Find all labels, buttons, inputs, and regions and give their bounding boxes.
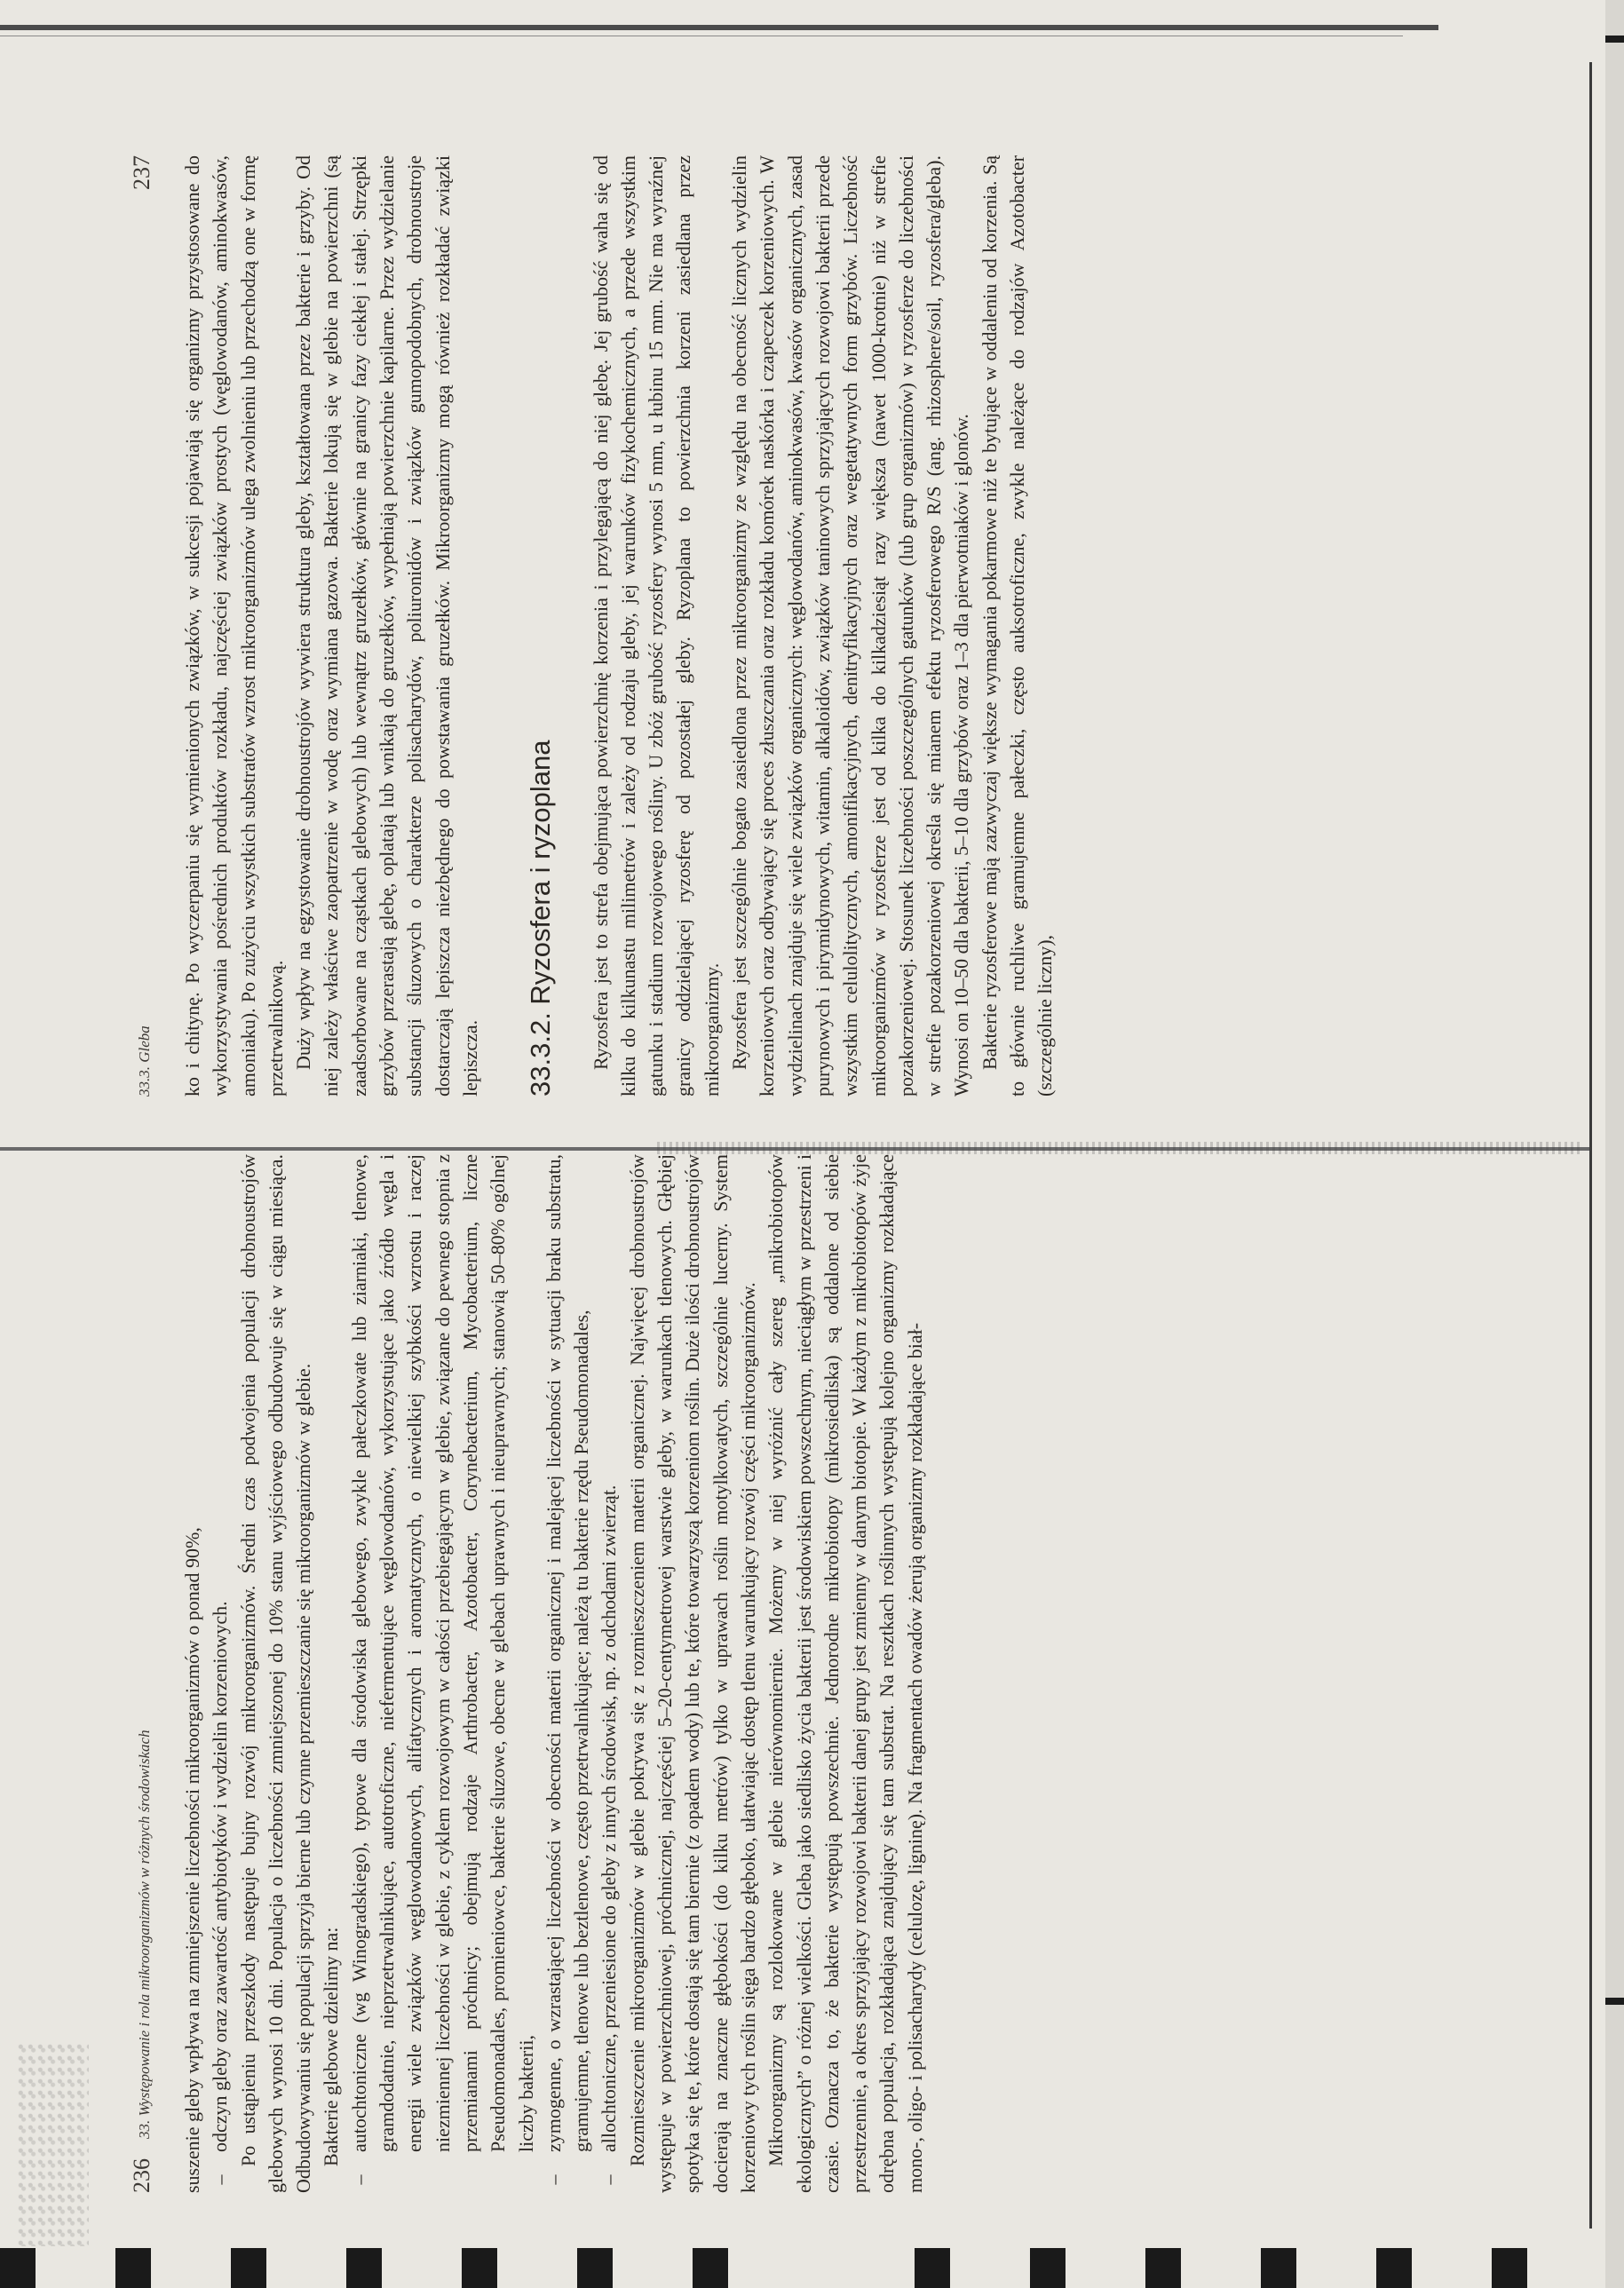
list-item-text: autochtoniczne (wg Winogradskiego), typowe dla środowiska glebowego, zwykle pałeczkowate lub ziarniaki, tlenowe, gramdodatnie, nieprzetrwalnikujące, autotroficzne, niefermentujące węglowodanów, wykorzystujące jako źródło węgla i energii wiele związków węglowodanowych, alifatycznych i aromatycznych, o niewielkiej szybkości wzrostu i raczej niezmiennej liczebności w glebie, z cyklem rozwojowym w całości przebiegającym w glebie, związane do pewnego stopnia z przemianami próchnicy; obejmują rodzaje Arthrobacter, Azotobacter, Corynebacterium, Mycobacterium, liczne Pseudomonadales, promieniowce, bakterie śluzowe, obecne w glebach uprawnych i nieuprawnych; stanowią 50–80% ogólnej liczby bakterii, [347, 1154, 537, 2152]
paragraph: Mikroorganizmy są rozlokowane w glebie nierównomiernie. Możemy w niej wyróżnić cały szereg „mikrobiotopów ekologicznych” o różnej wielkości. Gleba jako siedlisko życia bakterii jest środowiskiem powszechnym, nieciągłym w przestrzeni i czasie. Oznacza to, że bakterie występują powszechnie. Jednorodne mikrobiotopy (mikrosiedliska) są oddalone od siebie przestrzennie, a okres sprzyjający rozwojowi bakterii danej grupy jest zmienny w danym biotopie. W każdym z mikrobiotopów żyje odrębna populacja, rozkładająca znajdujący się tam substrat. Na resztkach roślinnych występują kolejno organizmy rozkładające mono-, oligo- i polisacharydy (celulozę, ligninę). Na fragmentach owadów żerują organizmy rozkładające biał- [764, 1154, 926, 2193]
body-text-237 [178, 155, 1059, 1096]
binding-tab [346, 2248, 382, 2288]
paragraph: suszenie gleby wpływa na zmniejszenie liczebności mikroorganizmów o ponad 90%, [181, 1527, 203, 2193]
page-number: 237 [129, 155, 154, 190]
binding-tab [915, 2248, 950, 2288]
binding-tab [115, 2248, 151, 2288]
binding-tab [577, 2248, 613, 2288]
running-head-237 [129, 155, 164, 1096]
paragraph: Bakterie glebowe dzielimy na: [320, 1927, 343, 2166]
list-item-text: odczyn gleby oraz zawartość antybiotyków i wydzielin korzeniowych. [209, 1601, 232, 2152]
scan-side-rule [1589, 62, 1592, 2229]
scanner-edge [1605, 0, 1624, 2288]
section-heading: 33.3.2. Ryzosfera i ryzoplana [525, 740, 557, 1096]
scan-top-rule [0, 25, 1438, 30]
binding-tab [1145, 2248, 1181, 2288]
running-head-title: 33.3. Gleba [136, 1025, 153, 1096]
binding-tab [1261, 2248, 1296, 2288]
binding-tab [0, 2248, 36, 2288]
edge-mark [1605, 1998, 1624, 2005]
page-number: 236 [129, 2158, 154, 2193]
page-237 [129, 155, 1443, 1096]
running-head-236 [129, 1154, 164, 2193]
paragraph: Bakterie ryzosferowe mają zazwyczaj większe wymagania pokarmowe niż te bytujące w oddaleniu od korzenia. Są to głównie ruchliwe gramujemne pałeczki, często auksotroficzne, zwykle należące do rodzajów Azotobacter (szczególnie liczny), [978, 155, 1057, 1096]
page-236 [129, 1154, 1443, 2193]
binding-tab [1492, 2248, 1527, 2288]
list-item: – zymogenne, o wzrastającej liczebności w obecności materii organicznej i malejącej liczebności w sytuacji braku substratu, gramujemne, tlenowe lub beztlenowe, często przetrwalnikujące; należą tu bakterie rzędu Pseudomonadales, [540, 1154, 596, 2193]
list-item: – odczyn gleby oraz zawartość antybiotyków i wydzielin korzeniowych. [206, 1154, 234, 2193]
gutter-shadow [657, 1142, 1580, 1154]
edge-mark [1605, 36, 1624, 43]
paragraph: Ryzosfera jest szczególnie bogato zasiedlona przez mikroorganizmy ze względu na obecność licznych wydzielin korzeniowych oraz odbywający się proces złuszczania oraz rozkładu komórek naskórka i czapeczek korzeniowych. W wydzielinach znajduje się wiele związków organicznych: węglowodanów, aminokwasów, kwasów organicznych, zasad purynowych i pirymidynowych, witamin, alkaloidów, związków taninowych sprzyjających rozwojowi bakterii przede wszystkim celulolitycznych, amonifikacyjnych, denitryfikacyjnych oraz wegetatywnych form grzybów. Liczebność mikroorganizmów w ryzosferze jest od kilka do kilkadziesiąt razy większa (nawet 1000-krotnie) niż w strefie pozakorzeniowej. Stosunek liczebności poszczególnych gatunków (lub grup organizmów) w ryzosferze do liczebności w strefie pozakorzeniowej określa się mianem efektu ryzosferowego R/S (ang. rhizosphere/soil, ryzosfera/gleba). Wynosi on 10–50 dla bakterii, 5–10 dla grzybów oraz 1–3 dla pierwotniaków i glonów. [728, 155, 973, 1096]
binding-tab [1030, 2248, 1066, 2288]
paragraph: Po ustąpieniu przeszkody następuje bujny rozwój mikroorganizmów. Średni czas podwojenia populacji drobnoustrojów glebowych wynosi 10 dni. Populacja o liczebności zmniejszonej do 10% stanu wyjściowego odbudowuje się w ciągu miesiąca. Odbudowywaniu się populacji sprzyja bierne lub czynne przemieszczanie się mikroorganizmów w glebie. [236, 1154, 315, 2193]
paragraph: ko i chitynę. Po wyczerpaniu się wymienionych związków, w sukcesji pojawiają się organizmy przystosowane do wykorzystywania pośrednich produktów rozkładu, najczęściej związków prostych (węglowodanów, aminokwasów, amoniaku). Po zużyciu wszystkich substratów wzrost mikroorganizmów ulega zwolnieniu lub przechodzą one w formę przetrwalnikową. [181, 155, 287, 1096]
paragraph: Ryzosfera jest to strefa obejmująca powierzchnię korzenia i przylegającą do niej glebę. Jej grubość waha się od kilku do kilkunastu milimetrów i zależy od rodzaju gleby, jej warunków fizykochemicznych, a przede wszystkim gatunku i stadium rozwojowego rośliny. U zbóż grubość ryzosfery wynosi 5 mm, u łubinu 15 mm. Nie ma wyraźnej granicy oddzielającej ryzosferę od pozostałej gleby. Ryzoplana to powierzchnia korzeni zasiedlana przez mikroorganizmy. [589, 155, 723, 1096]
list-item-text: allochtoniczne, przeniesione do gleby z innych środowisk, np. z odchodami zwierząt. [598, 1484, 621, 2152]
paragraph: Rozmieszczenie mikroorganizmów w glebie pokrywa się z rozmieszczeniem materii organicznej. Najwięcej drobnoustrojów występuje w powierzchniowej, próchnicznej, najczęściej 5–20-centymetrowej warstwie gleby, w warunkach tlenowych. Głębiej spotyka się te, które dostają się tam biernie (z opadem wody) lub te, które towarzyszą korzeniom roślin. Duże ilości drobnoustrojów docierają na znaczne głębokości (do kilku metrów) tylko w uprawach roślin motylkowatych, szczególnie lucerny. System korzeniowy tych roślin sięga bardzo głęboko, ułatwiając dostęp tlenu warunkujący rozwój części mikroorganizmów. [625, 1154, 759, 2193]
scan-noise [18, 2042, 89, 2246]
binding-tab [231, 2248, 266, 2288]
paragraph: Duży wpływ na egzystowanie drobnoustrojów wywiera struktura gleby, kształtowana przez bakterie i grzyby. Od niej zależy właściwe zaopatrzenie w wodę oraz wymiana gazowa. Bakterie lokują się w glebie na powierzchni (są zaadsorbowane na cząstkach glebowych) lub wewnątrz gruzełków, głównie na granicy fazy ciekłej i stałej. Strzępki grzybów przerastają glebę, oplatają lub wnikają do gruzełków, wypełniają powierzchnie kapilarne. Przez wydzielanie substancji śluzowych o charakterze polisacharydów, poliuronidów i związków gumopodobnych, drobnoustroje dostarczają lepiszcza niezbędnego do powstawania gruzełków. Mikroorganizmy mogą również rozkładać związki lepiszcza. [292, 155, 481, 1096]
list-item: – autochtoniczne (wg Winogradskiego), typowe dla środowiska glebowego, zwykle pałeczkowate lub ziarniaki, tlenowe, gramdodatnie, nieprzetrwalnikujące, autotroficzne, niefermentujące węglowodanów, wykorzystujące jako źródło węgla i energii wiele związków węglowodanowych, alifatycznych i aromatycznych, o niewielkiej szybkości wzrostu i raczej niezmiennej liczebności w glebie, z cyklem rozwojowym w całości przebiegającym w glebie, związane do pewnego stopnia z przemianami próchnicy; obejmują rodzaje Arthrobacter, Azotobacter, Corynebacterium, Mycobacterium, liczne Pseudomonadales, promieniowce, bakterie śluzowe, obecne w glebach uprawnych i nieuprawnych; stanowią 50–80% ogólnej liczby bakterii, [345, 1154, 540, 2193]
body-text-236 [178, 1154, 929, 2193]
binding-tab [693, 2248, 728, 2288]
binding-tab [462, 2248, 497, 2288]
list-item-text: zymogenne, o wzrastającej liczebności w obecności materii organicznej i malejącej liczebności w sytuacji braku substratu, gramujemne, tlenowe lub beztlenowe, często przetrwalnikujące; należą tu bakterie rzędu Pseudomonadales, [542, 1154, 593, 2152]
list-item: – allochtoniczne, przeniesione do gleby z innych środowisk, np. z odchodami zwierząt. [595, 1154, 622, 2193]
running-head-title: 33. Występowanie i rola mikroorganizmów w różnych środowiskach [136, 1730, 153, 2139]
binding-tab [1376, 2248, 1412, 2288]
